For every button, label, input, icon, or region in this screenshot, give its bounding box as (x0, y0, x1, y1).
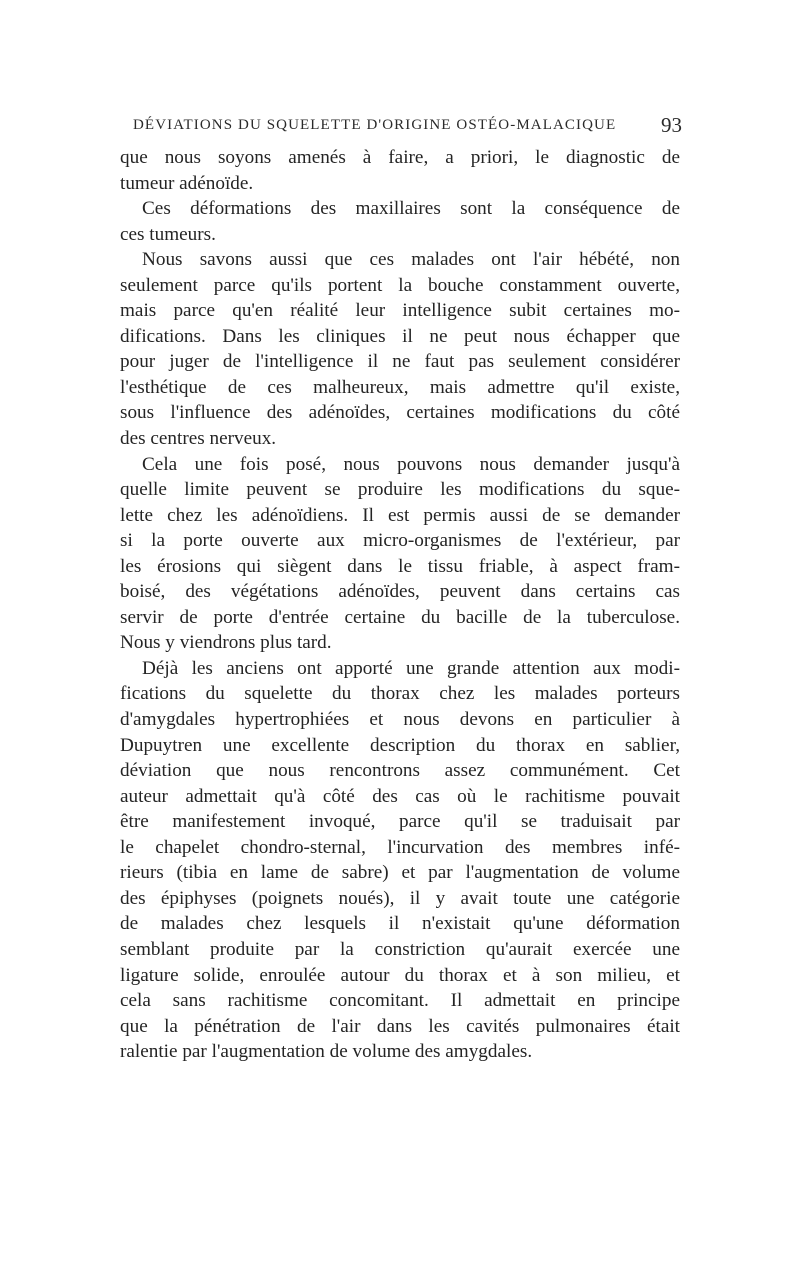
text-line: difications. Dans les cliniques il ne peut nous échapper que (120, 325, 680, 347)
running-head (120, 113, 682, 143)
text-line: servir de porte d'entrée certaine du bacille de la tuberculose. (120, 606, 680, 628)
text-line: mais parce qu'en réalité leur intelligence subit certaines mo- (120, 300, 680, 322)
text-line: les érosions qui siègent dans le tissu friable, à aspect fram- (120, 555, 680, 577)
running-title: DÉVIATIONS DU SQUELETTE D'ORIGINE OSTÉO-MALACIQUE (133, 117, 617, 133)
text-line: semblant produite par la constriction qu'aurait exercée une (120, 938, 680, 960)
text-line: boisé, des végétations adénoïdes, peuvent dans certains cas (120, 581, 680, 603)
text-line: auteur admettait qu'à côté des cas où le rachitisme pouvait (120, 785, 680, 807)
text-line: être manifestement invoqué, parce qu'il se traduisait par (120, 811, 680, 833)
text-line: quelle limite peuvent se produire les modifications du sque- (120, 479, 680, 501)
text-line: Nous savons aussi que ces malades ont l'air hébété, non (142, 249, 680, 271)
text-line: déviation que nous rencontrons assez communément. Cet (120, 760, 680, 782)
text-line: des centres nerveux. (120, 428, 277, 450)
text-line: seulement parce qu'ils portent la bouche constamment ouverte, (120, 274, 680, 296)
text-line: de malades chez lesquels il n'existait qu'une déformation (120, 913, 680, 935)
text-line: ligature solide, enroulée autour du thorax et à son milieu, et (120, 964, 680, 986)
text-line: lette chez les adénoïdiens. Il est permis aussi de se demander (120, 504, 680, 526)
text-line: des épiphyses (poignets noués), il y avait toute une catégorie (120, 887, 680, 909)
text-line: ces tumeurs. (120, 223, 216, 245)
body-text (120, 145, 680, 1065)
text-line: Déjà les anciens ont apporté une grande attention aux modi- (142, 657, 680, 679)
text-line: si la porte ouverte aux micro-organismes de l'extérieur, par (120, 530, 680, 552)
text-line: le chapelet chondro-sternal, l'incurvation des membres infé- (120, 836, 680, 858)
text-line: pour juger de l'intelligence il ne faut pas seulement considérer (120, 351, 680, 373)
page-number: 93 (661, 113, 682, 137)
text-line: fications du squelette du thorax chez les malades porteurs (120, 683, 680, 705)
text-line: sous l'influence des adénoïdes, certaines modifications du côté (120, 402, 680, 424)
text-line: d'amygdales hypertrophiées et nous devons en particulier à (120, 709, 680, 731)
text-line: rieurs (tibia en lame de sabre) et par l'augmentation de volume (120, 862, 680, 884)
text-line: Dupuytren une excellente description du thorax en sablier, (120, 734, 680, 756)
text-line: ralentie par l'augmentation de volume des amygdales. (120, 1041, 533, 1063)
text-line: que nous soyons amenés à faire, a priori, le diagnostic de (120, 147, 680, 168)
text-line: cela sans rachitisme concomitant. Il admettait en principe (120, 990, 680, 1012)
text-line: Nous y viendrons plus tard. (120, 632, 332, 654)
text-line: tumeur adénoïde. (120, 172, 254, 194)
text-line: Ces déformations des maxillaires sont la conséquence de (142, 198, 680, 220)
text-line: que la pénétration de l'air dans les cavités pulmonaires était (120, 1015, 680, 1037)
text-line: Cela une fois posé, nous pouvons nous demander jusqu'à (142, 453, 680, 475)
text-line: l'esthétique de ces malheureux, mais admettre qu'il existe, (120, 376, 680, 398)
